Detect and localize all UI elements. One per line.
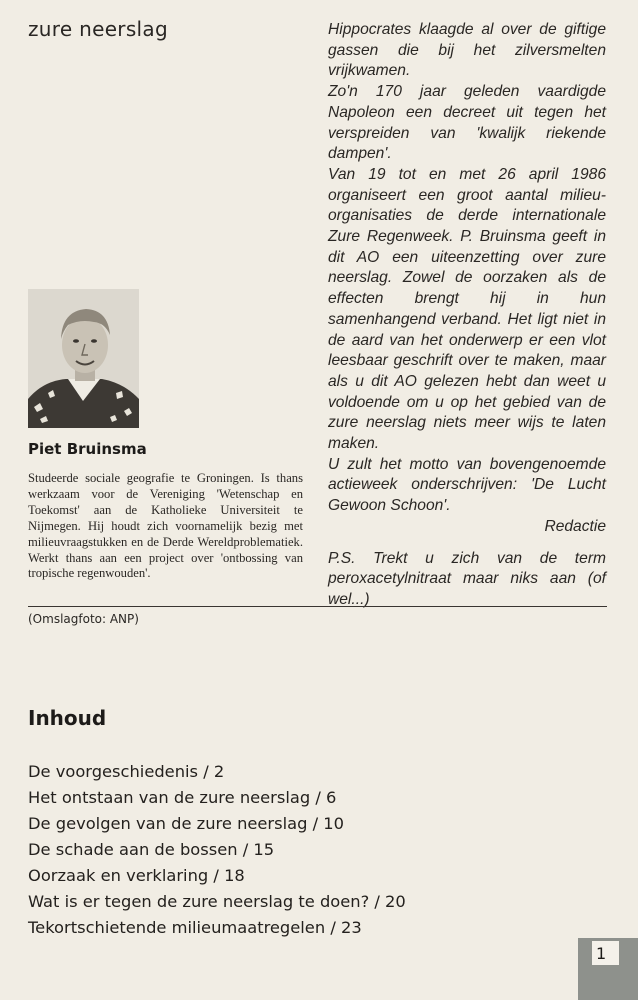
editorial-signature: Redactie: [544, 517, 606, 535]
intro-paragraph: Van 19 tot en met 26 april 1986 organiseert een groot aantal milieu-organisaties de derde internationale Zure Regenweek. P. Bruinsma geeft in dit AO een uiteenzetting over zure neerslag. Zowel de oorzaken als de effecten brengt hij in hun samenhangend verband. Het ligt niet in de aard van het onderwerp er een vlot leesbaar geschrift over te maken, maar als u dit AO gelezen hebt dan weet u voldoende om u op het gebied van de zure neerslag niets meer wijs te laten maken.: [328, 165, 606, 453]
author-bio: Studeerde sociale geografie te Groningen. Is thans werkzaam voor de Vereniging 'Wetenschap en Toekomst' aan de Katholieke Universiteit te Nijmegen. Hij houdt zich voornamelijk bezig met milieuvraagstukken en de Derde Wereldproblematiek. Werkt thans aan een project over 'ontbossing van tropische regenwouden'.: [28, 471, 303, 581]
postscript: P.S. Trekt u zich van de term peroxacetylnitraat maar niks aan (of wel...): [328, 549, 606, 608]
toc-entry: Tekortschietende milieumaatregelen / 23: [28, 918, 362, 937]
table-of-contents: [28, 759, 406, 941]
toc-heading: Inhoud: [28, 706, 107, 730]
intro-paragraph: Zo'n 170 jaar geleden vaardigde Napoleon een decreet uit tegen het verspreiden van 'kwalijk riekende dampen'.: [328, 83, 606, 163]
toc-entry: De gevolgen van de zure neerslag / 10: [28, 814, 344, 833]
section-divider: [28, 606, 607, 607]
intro-paragraph: U zult het motto van bovengenoemde actieweek onderschrijven: 'De Lucht Gewoon Schoon'.: [328, 455, 606, 515]
toc-entry: De schade aan de bossen / 15: [28, 840, 275, 859]
toc-entry: Oorzaak en verklaring / 18: [28, 866, 245, 885]
toc-entry: Wat is er tegen de zure neerslag te doen? / 20: [28, 892, 406, 911]
author-photo: [28, 289, 139, 428]
photo-credit: (Omslagfoto: ANP): [28, 612, 139, 626]
toc-entry: Het ontstaan van de zure neerslag / 6: [28, 788, 337, 807]
editorial-intro: [328, 20, 606, 611]
intro-paragraph: Hippocrates klaagde al over de giftige gassen die bij het zilversmelten vrijkwamen.: [328, 21, 606, 80]
page-title: zure neerslag: [28, 17, 168, 41]
author-name: Piet Bruinsma: [28, 440, 147, 458]
page-number: 1: [592, 941, 619, 965]
toc-entry: De voorgeschiedenis / 2: [28, 762, 225, 781]
